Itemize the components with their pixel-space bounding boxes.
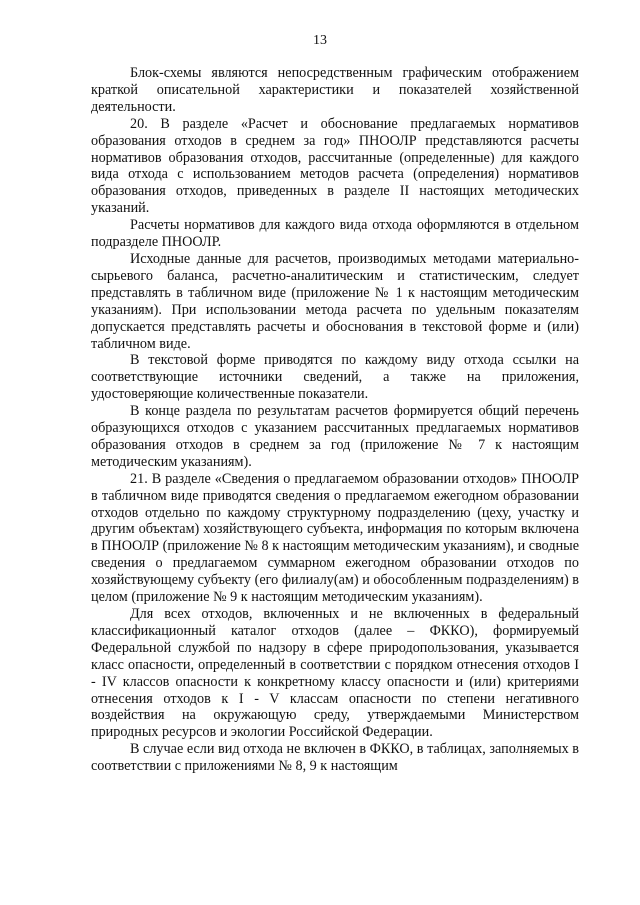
paragraph: В конце раздела по результатам расчетов формируется общий перечень образующихся отходов с указанием рассчитанных предлагаемых нормативов образования отходов в среднем за год (приложение № 7 к настоящим методическим указаниям).	[91, 403, 579, 470]
page-number: 13	[313, 33, 327, 48]
paragraph: В случае если вид отхода не включен в ФККО, в таблицах, заполняемых в соответствии с приложениями № 8, 9 к настоящим	[91, 741, 579, 775]
paragraph: Исходные данные для расчетов, производимых методами материально-сырьевого баланса, расчетно-аналитическим и статистическим, следует представлять в табличном виде (приложение № 1 к настоящим методическим указаниям). При использовании метода расчета по удельным показателям допускается представлять расчеты и обоснования в текстовой форме и (или) табличном виде.	[91, 250, 579, 352]
paragraph: В текстовой форме приводятся по каждому виду отхода ссылки на соответствующие источники сведений, а также на приложения, удостоверяющие количественные показатели.	[91, 352, 579, 403]
document-body	[91, 65, 579, 775]
paragraph: Расчеты нормативов для каждого вида отхода оформляются в отдельном подразделе ПНООЛР.	[91, 217, 579, 251]
paragraph: 20. В разделе «Расчет и обоснование предлагаемых нормативов образования отходов в среднем за год» ПНООЛР представляются расчеты нормативов образования отходов, рассчитанные (определенные) для каждого вида отхода с использованием методов расчета (определения) нормативов образования отходов, приведенных в разделе II настоящих методических указаний.	[91, 115, 579, 217]
paragraph: Блок-схемы являются непосредственным графическим отображением краткой описательной характеристики и показателей хозяйственной деятельности.	[91, 65, 579, 115]
paragraph: Для всех отходов, включенных и не включенных в федеральный классификационный каталог отходов (далее – ФККО), формируемый Федеральной службой по надзору в сфере природопользования, указывается класс опасности, определенный в соответствии с порядком отнесения отходов I - IV классов опасности к конкретному классу опасности и (или) критериями отнесения отходов к I - V классам опасности по степени негативного воздействия на окружающую среду, утверждаемыми Министерством природных ресурсов и экологии Российской Федерации.	[91, 606, 579, 741]
paragraph: 21. В разделе «Сведения о предлагаемом образовании отходов» ПНООЛР в табличном виде приводятся сведения о предлагаемом ежегодном образовании отходов отдельно по каждому структурному подразделению (цеху, участку и другим объектам) хозяйствующего субъекта, информация по которым включена в ПНООЛР (приложение № 8 к настоящим методическим указаниям), и сводные сведения о предлагаемом суммарном ежегодном образовании отходов по хозяйствующему субъекту (его филиалу(ам) и обособленным подразделениям) в целом (приложение № 9 к настоящим методическим указаниям).	[91, 470, 579, 606]
